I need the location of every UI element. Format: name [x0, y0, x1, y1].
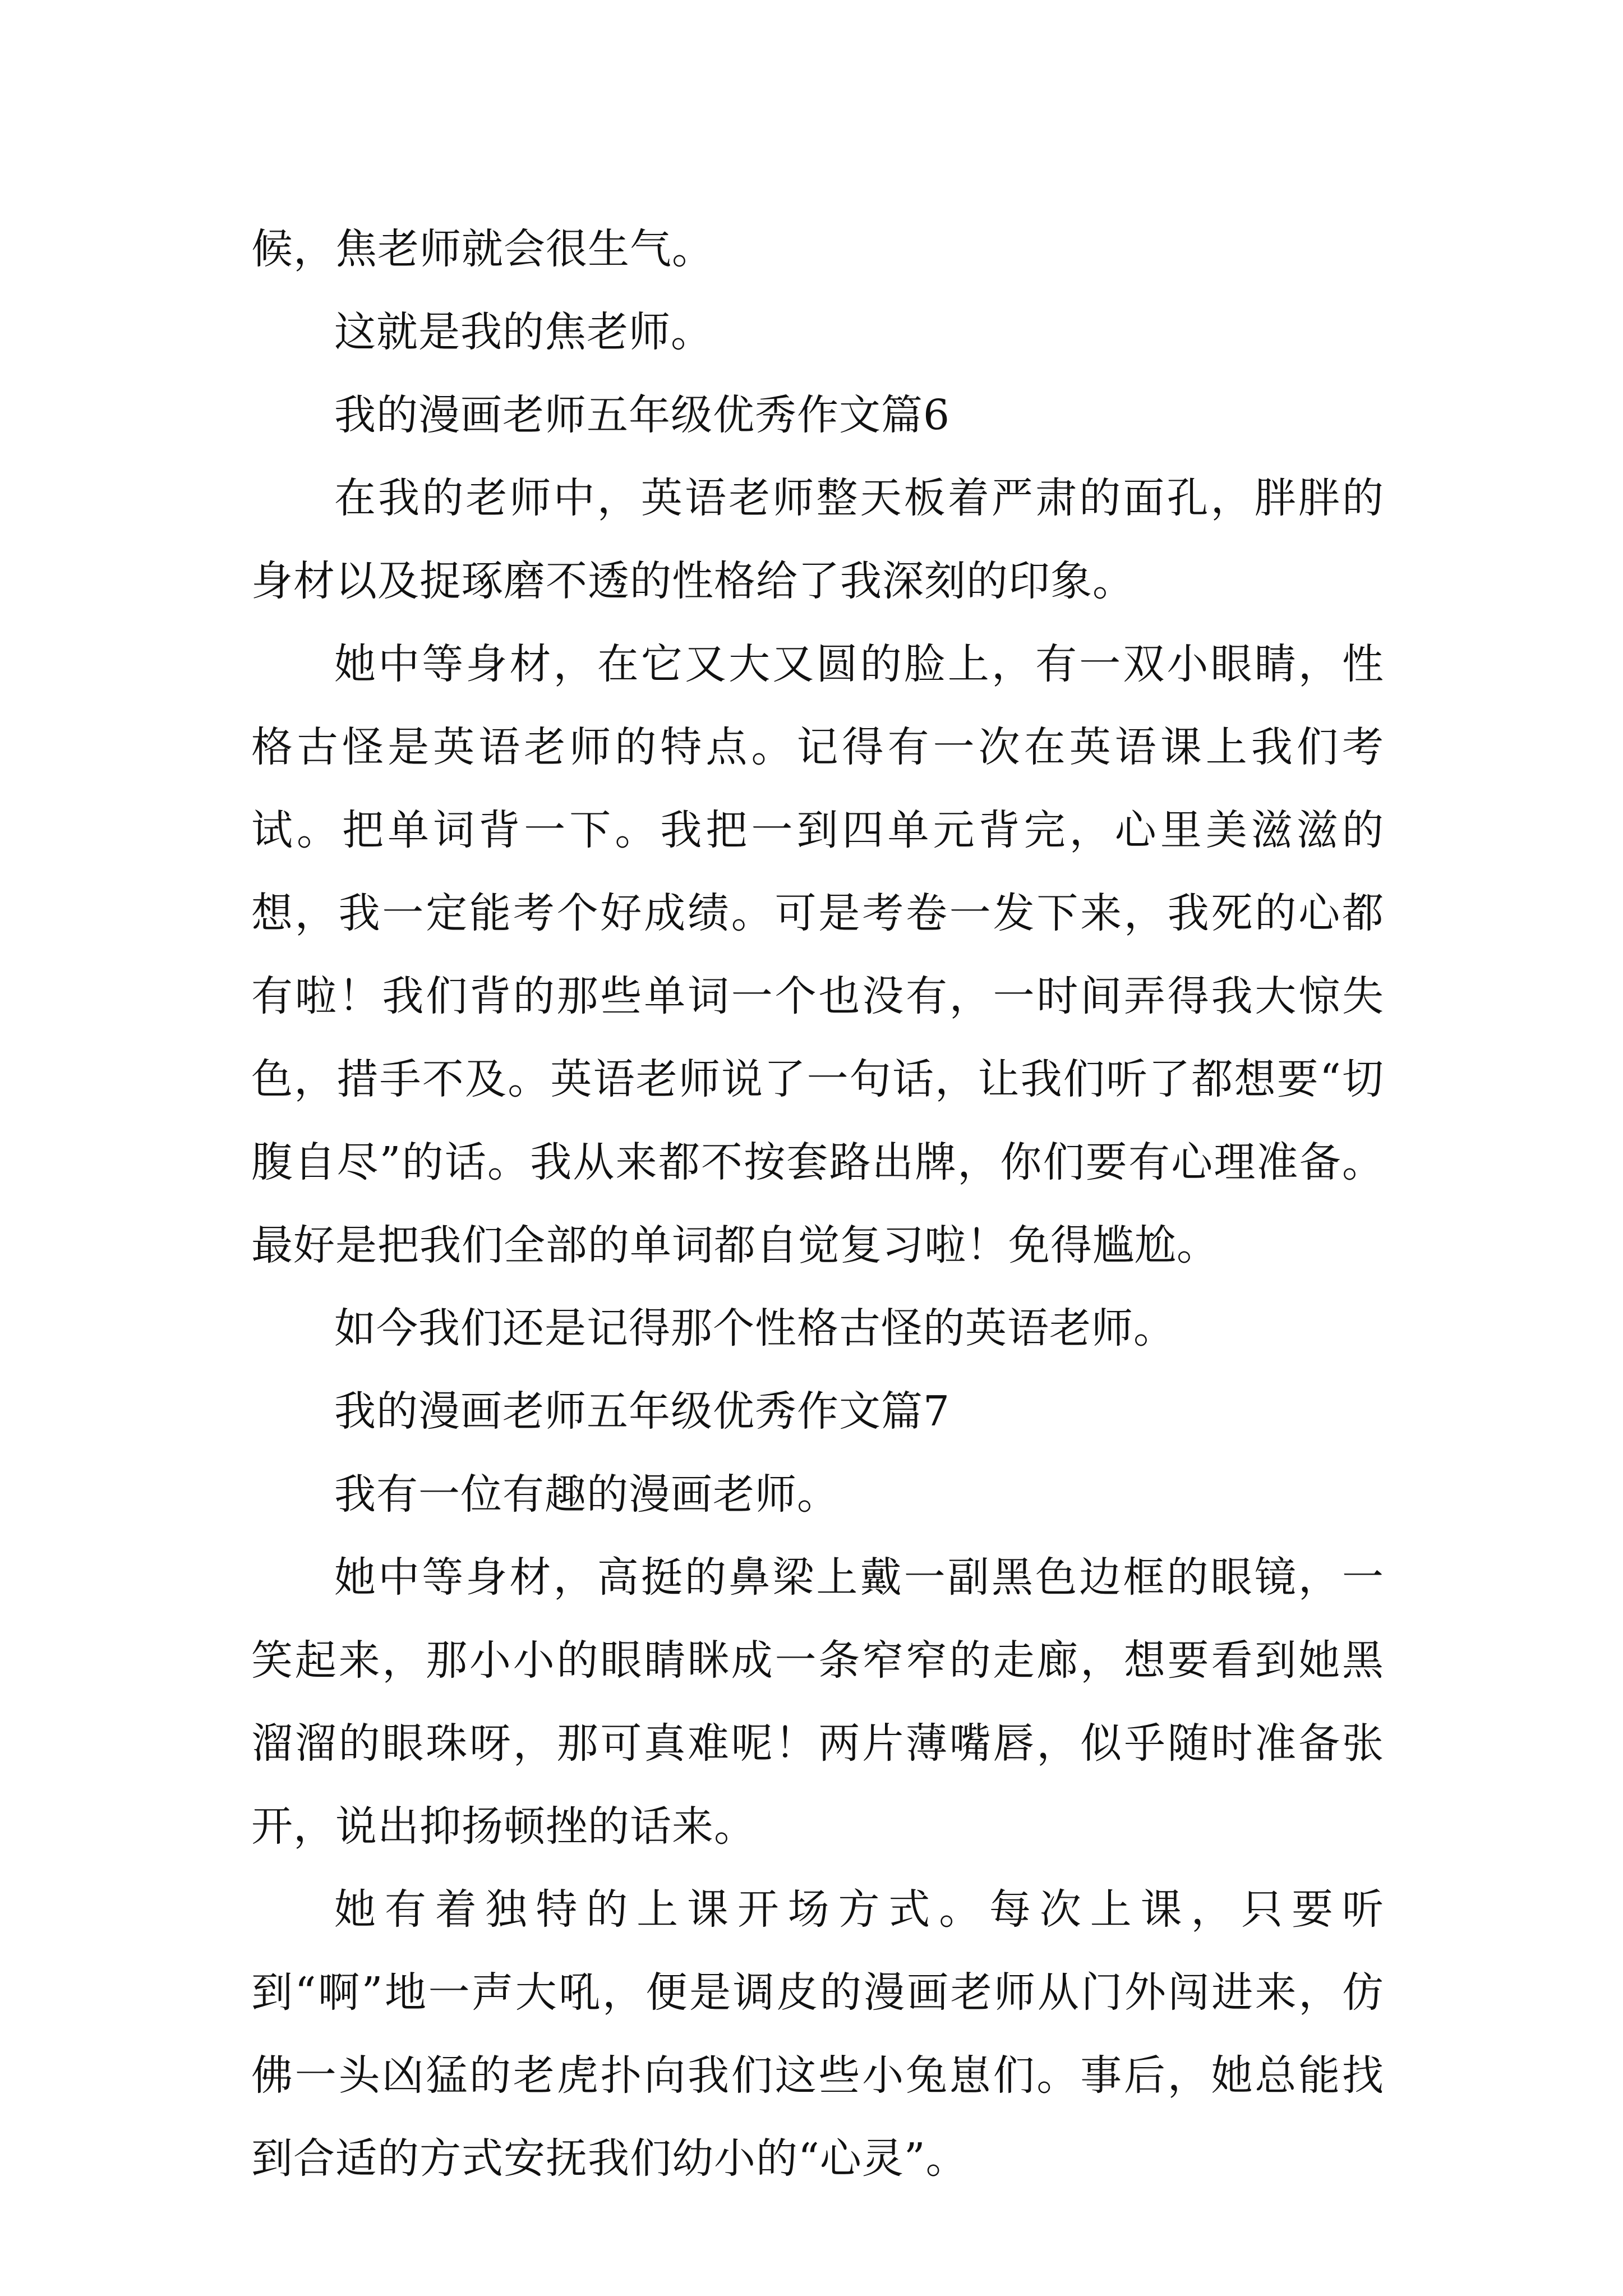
paragraph: 她中等身材，在它又大又圆的脸上，有一双小眼睛，性格古怪是英语老师的特点。记得有一次在英语课上我们考试。把单词背一下。我把一到四单元背完，心里美滋滋的想，我一定能考个好成绩。可是考卷一发下来，我死的心都有啦！我们背的那些单词一个也没有，一时间弄得我大惊失色，措手不及。英语老师说了一句话，让我们听了都想要“切腹自尽”的话。我从来都不按套路出牌，你们要有心理准备。最好是把我们全部的单词都自觉复习啦！免得尴尬。 [251, 640, 1384, 1269]
paragraph: 这就是我的焦老师。 [334, 308, 713, 356]
paragraph: 在我的老师中，英语老师整天板着严肃的面孔，胖胖的身材以及捉琢磨不透的性格给了我深刻的印象。 [251, 474, 1384, 605]
paragraph-continuation: 候，焦老师就会很生气。 [251, 225, 714, 273]
essay-heading: 我的漫画老师五年级优秀作文篇6 [334, 391, 951, 439]
essay-heading: 我的漫画老师五年级优秀作文篇7 [334, 1387, 951, 1435]
paragraph: 她中等身材，高挺的鼻梁上戴一副黑色边框的眼镜，一笑起来，那小小的眼睛眯成一条窄窄的走廊，想要看到她黑溜溜的眼珠呀，那可真难呢！两片薄嘴唇，似乎随时准备张开，说出抑扬顿挫的话来。 [251, 1553, 1384, 1851]
document-body [251, 208, 1384, 2200]
paragraph: 她有着独特的上课开场方式。每次上课，只要听到“啊”地一声大吼，便是调皮的漫画老师从门外闯进来，仿佛一头凶猛的老虎扑向我们这些小兔崽们。事后，她总能找到合适的方式安抚我们幼小的“心灵”。 [251, 1885, 1384, 2183]
paragraph: 我有一位有趣的漫画老师。 [334, 1470, 839, 1519]
paragraph: 如今我们还是记得那个性格古怪的英语老师。 [334, 1304, 1175, 1352]
